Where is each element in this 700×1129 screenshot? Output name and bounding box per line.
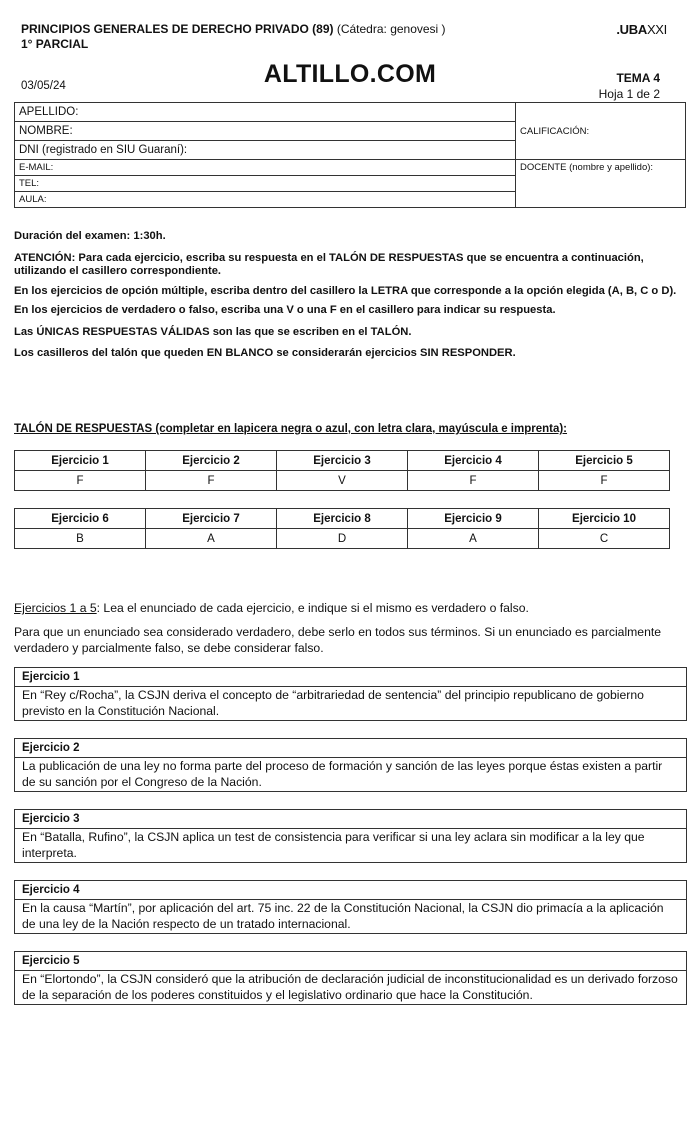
instruction-true-false: En los ejercicios de verdadero o falso, escriba una V o una F en el casillero para indicar su respuesta.	[14, 304, 556, 316]
answer-cell[interactable]: F	[539, 471, 670, 491]
answer-header-row	[15, 451, 670, 471]
course-header	[21, 22, 446, 52]
email-field[interactable]: E-MAIL:	[15, 160, 516, 176]
exam-name: 1° PARCIAL	[21, 37, 89, 51]
exercise-box	[14, 809, 687, 863]
intro-lead-title: Ejercicios 1 a 5	[14, 601, 97, 615]
course-chair: (Cátedra: genovesi )	[333, 22, 446, 36]
answer-cell[interactable]: F	[146, 471, 277, 491]
exercise-text: En “Elortondo”, la CSJN consideró que la atribución de declaración judicial de inconstitucionalidad es un derivado forzoso de la separación de los poderes constituidos y el legislativo ordinario que hace la Constitución.	[22, 972, 678, 1002]
exercise-title: Ejercicio 4	[15, 881, 686, 900]
exercise-text: En “Rey c/Rocha”, la CSJN deriva el concepto de “arbitrariedad de sentencia” del principio republicano de gobierno previsto en la Constitución Nacional.	[22, 688, 644, 718]
answer-cell[interactable]: B	[15, 529, 146, 549]
uba-text: UBA	[619, 22, 647, 37]
answer-cell[interactable]: C	[539, 529, 670, 549]
intro-lead	[14, 600, 686, 616]
tel-field[interactable]: TEL:	[15, 176, 516, 192]
exercise-title: Ejercicio 2	[15, 739, 686, 758]
instruction-blank-answers: Los casilleros del talón que queden EN BLANCO se considerarán ejercicios SIN RESPONDER.	[14, 347, 516, 359]
instructions	[14, 230, 682, 367]
aula-field[interactable]: AULA:	[15, 192, 516, 208]
calificacion-field[interactable]: CALIFICACIÓN:	[516, 103, 686, 160]
dni-field[interactable]: DNI (registrado en SIU Guaraní):	[15, 141, 516, 160]
uba-logo	[616, 22, 667, 37]
answer-header: Ejercicio 4	[408, 451, 539, 471]
answer-value-row	[15, 529, 670, 549]
student-info-table	[14, 102, 686, 208]
answer-sheet-title: TALÓN DE RESPUESTAS (completar en lapicera negra o azul, con letra clara, mayúscula e imprenta):	[14, 423, 568, 435]
answer-cell[interactable]: D	[277, 529, 408, 549]
answer-header: Ejercicio 7	[146, 509, 277, 529]
exercise-text: La publicación de una ley no forma parte del proceso de formación y sanción de las leyes porque éstas existen a partir de su sanción por el Congreso de la Nación.	[22, 759, 663, 789]
instruction-duration: Duración del examen: 1:30h.	[14, 230, 166, 242]
site-brand: ALTILLO.COM	[263, 60, 437, 88]
page-indicator: Hoja 1 de 2	[598, 87, 660, 101]
answer-header: Ejercicio 9	[408, 509, 539, 529]
intro-paragraph: Para que un enunciado sea considerado verdadero, debe serlo en todos sus términos. Si un enunciado es parcialmente verdadero y parcialmente falso, se debe considerar falso.	[14, 625, 662, 655]
exercises-intro	[14, 600, 686, 664]
answer-table-2	[14, 508, 670, 549]
exercise-box	[14, 951, 687, 1005]
answer-header-row	[15, 509, 670, 529]
answer-cell[interactable]: V	[277, 471, 408, 491]
info-row	[15, 160, 686, 176]
answer-header: Ejercicio 3	[277, 451, 408, 471]
course-name: PRINCIPIOS GENERALES DE DERECHO PRIVADO (89)	[21, 22, 334, 36]
answer-cell[interactable]: A	[408, 529, 539, 549]
course-title	[21, 22, 446, 37]
exercise-box	[14, 880, 687, 934]
answer-table-1	[14, 450, 670, 491]
docente-field[interactable]: DOCENTE (nombre y apellido):	[516, 160, 686, 208]
exercise-text: En la causa “Martín”, por aplicación del art. 75 inc. 22 de la Constitución Nacional, la CSJN dio primacía a la aplicación de una ley de la Nación respecto de un tratado internacional.	[22, 901, 664, 931]
exercise-title: Ejercicio 3	[15, 810, 686, 829]
exercise-box	[14, 667, 687, 721]
answer-header: Ejercicio 5	[539, 451, 670, 471]
intro-lead-text: : Lea el enunciado de cada ejercicio, e indique si el mismo es verdadero o falso.	[96, 601, 529, 615]
uba-dot: .	[616, 22, 620, 37]
answer-header: Ejercicio 6	[15, 509, 146, 529]
answer-header: Ejercicio 1	[15, 451, 146, 471]
instruction-attention: ATENCIÓN: Para cada ejercicio, escriba su respuesta en el TALÓN DE RESPUESTAS que se encuentra a continuación, utilizando el casillero correspondiente.	[14, 251, 644, 277]
instruction-valid-answers: Las ÚNICAS RESPUESTAS VÁLIDAS son las que se escriben en el TALÓN.	[14, 325, 412, 338]
instruction-multiple-choice: En los ejercicios de opción múltiple, escriba dentro del casillero la LETRA que corresponde a la opción elegida (A, B, C o D).	[14, 284, 677, 297]
answer-cell[interactable]: F	[15, 471, 146, 491]
exam-date: 03/05/24	[21, 80, 66, 92]
exercise-text: En “Batalla, Rufino”, la CSJN aplica un test de consistencia para verificar si una ley aclara sin modificar a la ley que interpreta.	[22, 830, 645, 860]
answer-value-row	[15, 471, 670, 491]
answer-header: Ejercicio 8	[277, 509, 408, 529]
exercise-title: Ejercicio 5	[15, 952, 686, 971]
answer-header: Ejercicio 2	[146, 451, 277, 471]
nombre-field[interactable]: NOMBRE:	[15, 122, 516, 141]
answer-header: Ejercicio 10	[539, 509, 670, 529]
exercise-box	[14, 738, 687, 792]
tema-label: TEMA 4	[616, 71, 660, 85]
apellido-field[interactable]: APELLIDO:	[15, 103, 516, 122]
uba-suffix: XXI	[646, 22, 667, 37]
exercise-title: Ejercicio 1	[15, 668, 686, 687]
answer-cell[interactable]: A	[146, 529, 277, 549]
answer-cell[interactable]: F	[408, 471, 539, 491]
info-row	[15, 103, 686, 122]
